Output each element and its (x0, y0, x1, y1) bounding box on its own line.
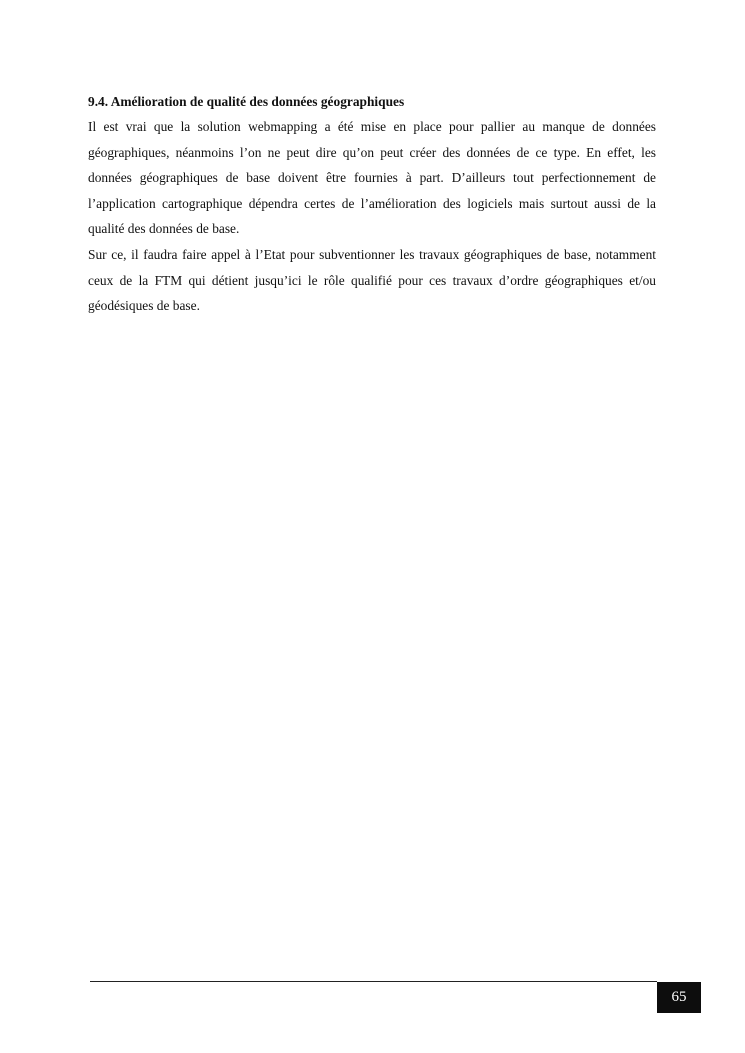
page-number-badge: 65 (657, 982, 701, 1013)
document-body (88, 92, 656, 319)
paragraph-webmapping: Il est vrai que la solution webmapping a été mise en place pour pallier au manque de données géographiques, néanmoins l’on ne peut dire qu’on peut créer des données de ce type. En effet, les données géographiques de base doivent être fournies à part. D’ailleurs tout perfectionnement de l’application cartographique dépendra certes de l’amélioration des logiciels mais surtout aussi de la qualité des données de base. (88, 119, 656, 237)
footer-divider (90, 981, 657, 982)
paragraph-etat: Sur ce, il faudra faire appel à l’Etat pour subventionner les travaux géographiques de base, notamment ceux de la FTM qui détient jusqu’ici le rôle qualifié pour ces travaux d’ordre géographiques et/ou géodésiques de base. (88, 246, 656, 314)
section-heading: 9.4. Amélioration de qualité des données géographiques (88, 94, 405, 109)
